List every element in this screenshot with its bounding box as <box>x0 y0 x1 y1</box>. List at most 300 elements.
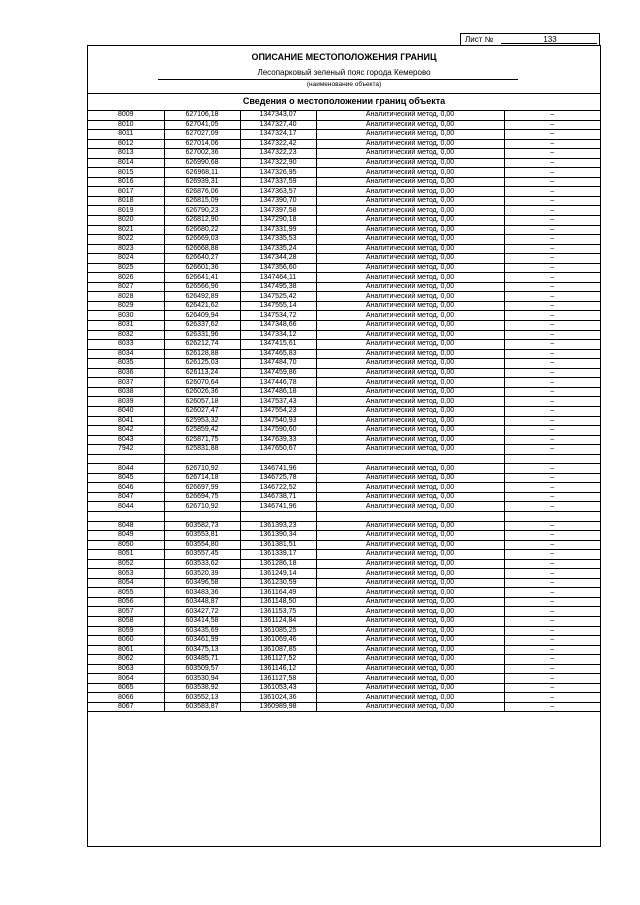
x-coordinate-cell: 603533,62 <box>164 559 240 569</box>
table-row <box>88 607 600 617</box>
description-cell: – <box>504 502 600 512</box>
description-cell: – <box>504 225 600 235</box>
description-cell: – <box>504 559 600 569</box>
table-row <box>88 282 600 292</box>
method-cell: Аналитический метод, 0,00 <box>316 311 504 321</box>
point-number-cell: 8035 <box>88 359 164 369</box>
description-cell: – <box>504 216 600 226</box>
description-cell: – <box>504 120 600 130</box>
point-number-cell: 8018 <box>88 196 164 206</box>
point-number-cell: 8045 <box>88 473 164 483</box>
x-coordinate-cell: 626680,22 <box>164 225 240 235</box>
point-number-cell: 8011 <box>88 130 164 140</box>
method-cell: Аналитический метод, 0,00 <box>316 158 504 168</box>
y-coordinate-cell: 1347554,23 <box>240 406 316 416</box>
method-cell: Аналитический метод, 0,00 <box>316 693 504 703</box>
x-coordinate-cell: 627106,18 <box>164 111 240 121</box>
table-row <box>88 273 600 283</box>
x-coordinate-cell: 603582,73 <box>164 521 240 531</box>
table-row <box>88 111 600 121</box>
x-coordinate-cell: 625859,42 <box>164 426 240 436</box>
x-coordinate-cell: 603414,58 <box>164 616 240 626</box>
x-coordinate-cell: 627027,09 <box>164 130 240 140</box>
coordinates-table <box>88 110 600 712</box>
table-row <box>88 406 600 416</box>
y-coordinate-cell: 1361053,43 <box>240 683 316 693</box>
x-coordinate-cell: 603530,94 <box>164 674 240 684</box>
description-cell: – <box>504 693 600 703</box>
description-cell: – <box>504 368 600 378</box>
description-cell: – <box>504 330 600 340</box>
method-cell: Аналитический метод, 0,00 <box>316 235 504 245</box>
description-cell: – <box>504 397 600 407</box>
x-coordinate-cell: 626492,89 <box>164 292 240 302</box>
table-row <box>88 225 600 235</box>
sheet-number-underline <box>501 43 597 44</box>
table-row <box>88 235 600 245</box>
point-number-cell <box>88 454 164 464</box>
point-number-cell: 8061 <box>88 645 164 655</box>
point-number-cell: 8014 <box>88 158 164 168</box>
x-coordinate-cell: 626694,75 <box>164 492 240 502</box>
x-coordinate-cell: 627002,36 <box>164 149 240 159</box>
x-coordinate-cell: 603552,13 <box>164 693 240 703</box>
method-cell: Аналитический метод, 0,00 <box>316 502 504 512</box>
x-coordinate-cell: 603427,72 <box>164 607 240 617</box>
x-coordinate-cell: 626968,11 <box>164 168 240 178</box>
point-number-cell: 8013 <box>88 149 164 159</box>
description-cell: – <box>504 321 600 331</box>
table-row <box>88 559 600 569</box>
x-coordinate-cell: 603557,45 <box>164 550 240 560</box>
x-coordinate-cell: 626337,62 <box>164 321 240 331</box>
y-coordinate-cell <box>240 454 316 464</box>
description-cell: – <box>504 168 600 178</box>
y-coordinate-cell <box>240 511 316 521</box>
description-cell: – <box>504 301 600 311</box>
point-number-cell: 8047 <box>88 492 164 502</box>
point-number-cell: 8043 <box>88 435 164 445</box>
point-number-cell: 8029 <box>88 301 164 311</box>
point-number-cell: 8064 <box>88 674 164 684</box>
point-number-cell: 8063 <box>88 664 164 674</box>
x-coordinate-cell: 626710,92 <box>164 502 240 512</box>
description-cell: – <box>504 531 600 541</box>
method-cell: Аналитический метод, 0,00 <box>316 521 504 531</box>
x-coordinate-cell: 626697,99 <box>164 483 240 493</box>
x-coordinate-cell: 626027,47 <box>164 406 240 416</box>
point-number-cell: 8057 <box>88 607 164 617</box>
table-row <box>88 492 600 502</box>
x-coordinate-cell: 626057,18 <box>164 397 240 407</box>
description-cell: – <box>504 483 600 493</box>
y-coordinate-cell: 1361127,58 <box>240 674 316 684</box>
method-cell <box>316 454 504 464</box>
description-cell: – <box>504 578 600 588</box>
x-coordinate-cell: 627041,05 <box>164 120 240 130</box>
method-cell: Аналитический метод, 0,00 <box>316 368 504 378</box>
x-coordinate-cell: 626026,36 <box>164 387 240 397</box>
y-coordinate-cell: 1361087,85 <box>240 645 316 655</box>
x-coordinate-cell: 626876,06 <box>164 187 240 197</box>
description-cell: – <box>504 674 600 684</box>
x-coordinate-cell: 626421,62 <box>164 301 240 311</box>
description-cell: – <box>504 139 600 149</box>
method-cell: Аналитический метод, 0,00 <box>316 540 504 550</box>
point-number-cell: 8065 <box>88 683 164 693</box>
description-cell: – <box>504 636 600 646</box>
point-number-cell: 8055 <box>88 588 164 598</box>
point-number-cell: 8041 <box>88 416 164 426</box>
method-cell: Аналитический метод, 0,00 <box>316 244 504 254</box>
y-coordinate-cell: 1347335,53 <box>240 235 316 245</box>
description-cell: – <box>504 311 600 321</box>
description-cell: – <box>504 263 600 273</box>
description-cell: – <box>504 244 600 254</box>
y-coordinate-cell: 1346741,96 <box>240 502 316 512</box>
description-cell: – <box>504 702 600 712</box>
method-cell <box>316 511 504 521</box>
description-cell: – <box>504 464 600 474</box>
table-row <box>88 349 600 359</box>
table-row <box>88 196 600 206</box>
table-row <box>88 206 600 216</box>
method-cell: Аналитический метод, 0,00 <box>316 111 504 121</box>
method-cell: Аналитический метод, 0,00 <box>316 263 504 273</box>
point-number-cell: 8015 <box>88 168 164 178</box>
x-coordinate-cell: 626566,96 <box>164 282 240 292</box>
description-cell: – <box>504 645 600 655</box>
x-coordinate-cell: 603538,92 <box>164 683 240 693</box>
method-cell: Аналитический метод, 0,00 <box>316 569 504 579</box>
description-cell: – <box>504 626 600 636</box>
sheet-number: 133 <box>543 35 557 44</box>
table-row <box>88 645 600 655</box>
coordinates-table-body <box>88 111 600 712</box>
table-row <box>88 130 600 140</box>
y-coordinate-cell: 1347334,12 <box>240 330 316 340</box>
table-row <box>88 454 600 464</box>
method-cell: Аналитический метод, 0,00 <box>316 139 504 149</box>
y-coordinate-cell: 1347397,58 <box>240 206 316 216</box>
table-row <box>88 416 600 426</box>
point-number-cell: 8025 <box>88 263 164 273</box>
description-cell: – <box>504 235 600 245</box>
method-cell: Аналитический метод, 0,00 <box>316 254 504 264</box>
method-cell: Аналитический метод, 0,00 <box>316 282 504 292</box>
table-row <box>88 139 600 149</box>
x-coordinate-cell: 626710,92 <box>164 464 240 474</box>
x-coordinate-cell: 626128,88 <box>164 349 240 359</box>
x-coordinate-cell: 627014,06 <box>164 139 240 149</box>
x-coordinate-cell: 603520,39 <box>164 569 240 579</box>
y-coordinate-cell: 1347335,24 <box>240 244 316 254</box>
point-number-cell: 8049 <box>88 531 164 541</box>
y-coordinate-cell: 1347537,43 <box>240 397 316 407</box>
x-coordinate-cell: 626331,96 <box>164 330 240 340</box>
y-coordinate-cell: 1347356,60 <box>240 263 316 273</box>
method-cell: Аналитический метод, 0,00 <box>316 330 504 340</box>
y-coordinate-cell: 1360989,98 <box>240 702 316 712</box>
object-name-underline <box>158 79 518 80</box>
method-cell: Аналитический метод, 0,00 <box>316 359 504 369</box>
point-number-cell: 8026 <box>88 273 164 283</box>
table-row <box>88 301 600 311</box>
y-coordinate-cell: 1347484,70 <box>240 359 316 369</box>
description-cell: – <box>504 588 600 598</box>
y-coordinate-cell: 1347464,11 <box>240 273 316 283</box>
x-coordinate-cell <box>164 454 240 464</box>
point-number-cell: 8051 <box>88 550 164 560</box>
description-cell: – <box>504 130 600 140</box>
table-row <box>88 435 600 445</box>
y-coordinate-cell: 1347322,23 <box>240 149 316 159</box>
point-number-cell: 8020 <box>88 216 164 226</box>
table-row <box>88 177 600 187</box>
method-cell: Аналитический метод, 0,00 <box>316 645 504 655</box>
x-coordinate-cell: 626640,27 <box>164 254 240 264</box>
y-coordinate-cell: 1347459,86 <box>240 368 316 378</box>
object-name: Лесопарковый зеленый пояс города Кемерово <box>257 68 431 77</box>
description-cell: – <box>504 177 600 187</box>
x-coordinate-cell: 626125,03 <box>164 359 240 369</box>
point-number-cell: 8036 <box>88 368 164 378</box>
y-coordinate-cell: 1347525,42 <box>240 292 316 302</box>
point-number-cell: 8056 <box>88 597 164 607</box>
description-cell: – <box>504 445 600 455</box>
table-row <box>88 511 600 521</box>
method-cell: Аналитический метод, 0,00 <box>316 292 504 302</box>
method-cell: Аналитический метод, 0,00 <box>316 187 504 197</box>
table-row <box>88 158 600 168</box>
x-coordinate-cell: 626409,94 <box>164 311 240 321</box>
table-row <box>88 187 600 197</box>
table-row <box>88 359 600 369</box>
method-cell: Аналитический метод, 0,00 <box>316 597 504 607</box>
table-row <box>88 426 600 436</box>
point-number-cell: 8012 <box>88 139 164 149</box>
table-row <box>88 693 600 703</box>
y-coordinate-cell: 1347322,90 <box>240 158 316 168</box>
x-coordinate-cell: 626815,09 <box>164 196 240 206</box>
point-number-cell: 8060 <box>88 636 164 646</box>
y-coordinate-cell: 1347486,18 <box>240 387 316 397</box>
x-coordinate-cell: 603485,71 <box>164 655 240 665</box>
y-coordinate-cell: 1361127,52 <box>240 655 316 665</box>
description-cell: – <box>504 426 600 436</box>
table-row <box>88 502 600 512</box>
method-cell: Аналитический метод, 0,00 <box>316 664 504 674</box>
y-coordinate-cell: 1347322,42 <box>240 139 316 149</box>
point-number-cell: 8034 <box>88 349 164 359</box>
sheet-label: Лист № <box>465 35 494 44</box>
x-coordinate-cell: 625831,88 <box>164 445 240 455</box>
table-row <box>88 664 600 674</box>
description-cell: – <box>504 340 600 350</box>
method-cell: Аналитический метод, 0,00 <box>316 464 504 474</box>
point-number-cell: 8009 <box>88 111 164 121</box>
method-cell: Аналитический метод, 0,00 <box>316 607 504 617</box>
document-title: ОПИСАНИЕ МЕСТОПОЛОЖЕНИЯ ГРАНИЦ <box>251 52 437 62</box>
y-coordinate-cell: 1361164,49 <box>240 588 316 598</box>
y-coordinate-cell: 1347590,60 <box>240 426 316 436</box>
x-coordinate-cell: 603461,99 <box>164 636 240 646</box>
point-number-cell: 8053 <box>88 569 164 579</box>
section-title: Сведения о местоположении границ объекта <box>242 96 446 106</box>
x-coordinate-cell: 626812,90 <box>164 216 240 226</box>
x-coordinate-cell: 625953,32 <box>164 416 240 426</box>
x-coordinate-cell: 626601,36 <box>164 263 240 273</box>
y-coordinate-cell: 1361286,18 <box>240 559 316 569</box>
description-cell: – <box>504 550 600 560</box>
x-coordinate-cell: 626790,23 <box>164 206 240 216</box>
y-coordinate-cell: 1347324,17 <box>240 130 316 140</box>
description-cell: – <box>504 359 600 369</box>
table-row <box>88 263 600 273</box>
point-number-cell: 8033 <box>88 340 164 350</box>
point-number-cell: 8017 <box>88 187 164 197</box>
object-name-caption: (наименование объекта) <box>306 81 382 88</box>
description-cell: – <box>504 597 600 607</box>
point-number-cell: 8067 <box>88 702 164 712</box>
y-coordinate-cell: 1347363,57 <box>240 187 316 197</box>
point-number-cell: 8022 <box>88 235 164 245</box>
point-number-cell: 8024 <box>88 254 164 264</box>
method-cell: Аналитический метод, 0,00 <box>316 426 504 436</box>
method-cell: Аналитический метод, 0,00 <box>316 483 504 493</box>
y-coordinate-cell: 1347540,93 <box>240 416 316 426</box>
table-row <box>88 616 600 626</box>
table-row <box>88 578 600 588</box>
y-coordinate-cell: 1347337,59 <box>240 177 316 187</box>
x-coordinate-cell: 625871,75 <box>164 435 240 445</box>
x-coordinate-cell: 626113,24 <box>164 368 240 378</box>
description-cell: – <box>504 569 600 579</box>
x-coordinate-cell: 626669,03 <box>164 235 240 245</box>
description-cell: – <box>504 521 600 531</box>
method-cell: Аналитический метод, 0,00 <box>316 559 504 569</box>
method-cell: Аналитический метод, 0,00 <box>316 120 504 130</box>
x-coordinate-cell: 603475,13 <box>164 645 240 655</box>
method-cell: Аналитический метод, 0,00 <box>316 196 504 206</box>
point-number-cell: 8031 <box>88 321 164 331</box>
method-cell: Аналитический метод, 0,00 <box>316 588 504 598</box>
point-number-cell: 8027 <box>88 282 164 292</box>
x-coordinate-cell: 603583,87 <box>164 702 240 712</box>
description-cell: – <box>504 683 600 693</box>
table-row <box>88 387 600 397</box>
x-coordinate-cell: 626990,68 <box>164 158 240 168</box>
x-coordinate-cell: 626939,31 <box>164 177 240 187</box>
table-row <box>88 674 600 684</box>
point-number-cell: 8019 <box>88 206 164 216</box>
table-row <box>88 120 600 130</box>
y-coordinate-cell: 1347639,33 <box>240 435 316 445</box>
table-row <box>88 168 600 178</box>
table-row <box>88 540 600 550</box>
y-coordinate-cell: 1347465,83 <box>240 349 316 359</box>
table-row <box>88 340 600 350</box>
table-row <box>88 292 600 302</box>
table-row <box>88 244 600 254</box>
point-number-cell: 8044 <box>88 502 164 512</box>
method-cell: Аналитический метод, 0,00 <box>316 492 504 502</box>
method-cell: Аналитический метод, 0,00 <box>316 550 504 560</box>
point-number-cell: 8058 <box>88 616 164 626</box>
method-cell: Аналитический метод, 0,00 <box>316 473 504 483</box>
method-cell: Аналитический метод, 0,00 <box>316 340 504 350</box>
table-row <box>88 588 600 598</box>
y-coordinate-cell: 1347555,14 <box>240 301 316 311</box>
method-cell: Аналитический метод, 0,00 <box>316 378 504 388</box>
method-cell: Аналитический метод, 0,00 <box>316 177 504 187</box>
sheet-number-box <box>460 33 600 45</box>
table-row <box>88 521 600 531</box>
method-cell: Аналитический метод, 0,00 <box>316 225 504 235</box>
method-cell: Аналитический метод, 0,00 <box>316 273 504 283</box>
table-row <box>88 683 600 693</box>
method-cell: Аналитический метод, 0,00 <box>316 321 504 331</box>
x-coordinate-cell: 626212,74 <box>164 340 240 350</box>
point-number-cell: 8030 <box>88 311 164 321</box>
y-coordinate-cell: 1347495,38 <box>240 282 316 292</box>
x-coordinate-cell: 626714,18 <box>164 473 240 483</box>
y-coordinate-cell: 1347344,28 <box>240 254 316 264</box>
point-number-cell: 7942 <box>88 445 164 455</box>
table-row <box>88 397 600 407</box>
method-cell: Аналитический метод, 0,00 <box>316 397 504 407</box>
point-number-cell: 8062 <box>88 655 164 665</box>
method-cell: Аналитический метод, 0,00 <box>316 216 504 226</box>
point-number-cell: 8038 <box>88 387 164 397</box>
point-number-cell: 8037 <box>88 378 164 388</box>
method-cell: Аналитический метод, 0,00 <box>316 674 504 684</box>
description-cell: – <box>504 292 600 302</box>
boundary-description-document <box>87 45 601 847</box>
description-cell: – <box>504 492 600 502</box>
y-coordinate-cell: 1361124,84 <box>240 616 316 626</box>
y-coordinate-cell: 1347331,99 <box>240 225 316 235</box>
method-cell: Аналитический метод, 0,00 <box>316 445 504 455</box>
point-number-cell: 8010 <box>88 120 164 130</box>
method-cell: Аналитический метод, 0,00 <box>316 387 504 397</box>
point-number-cell: 8021 <box>88 225 164 235</box>
y-coordinate-cell: 1347290,18 <box>240 216 316 226</box>
description-cell: – <box>504 664 600 674</box>
description-cell: – <box>504 273 600 283</box>
description-cell: – <box>504 206 600 216</box>
method-cell: Аналитический метод, 0,00 <box>316 636 504 646</box>
table-row <box>88 531 600 541</box>
table-row <box>88 321 600 331</box>
description-cell: – <box>504 111 600 121</box>
y-coordinate-cell: 1361381,51 <box>240 540 316 550</box>
point-number-cell: 8048 <box>88 521 164 531</box>
description-cell: – <box>504 349 600 359</box>
table-row <box>88 702 600 712</box>
y-coordinate-cell: 1361085,25 <box>240 626 316 636</box>
point-number-cell: 8059 <box>88 626 164 636</box>
table-row <box>88 311 600 321</box>
method-cell: Аналитический метод, 0,00 <box>316 702 504 712</box>
table-row <box>88 655 600 665</box>
y-coordinate-cell: 1361024,36 <box>240 693 316 703</box>
point-number-cell <box>88 511 164 521</box>
table-row <box>88 550 600 560</box>
x-coordinate-cell: 626668,88 <box>164 244 240 254</box>
point-number-cell: 8023 <box>88 244 164 254</box>
description-cell: – <box>504 196 600 206</box>
